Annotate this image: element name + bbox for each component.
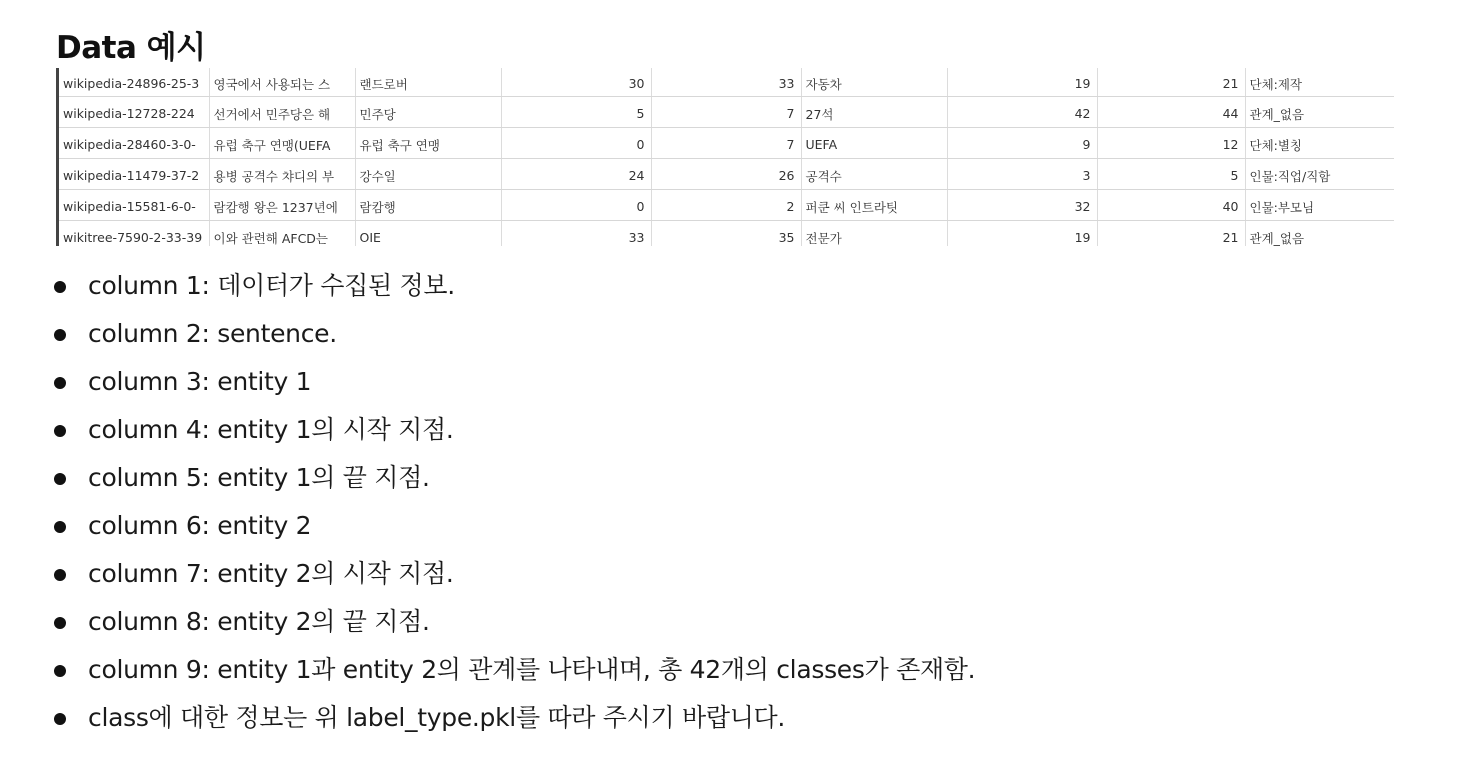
list-item-text: column 4: entity 1의 시작 지점. — [88, 415, 454, 444]
data-sample-table — [56, 68, 1394, 246]
table-cell: UEFA — [801, 127, 947, 158]
table-cell: 9 — [947, 127, 1097, 158]
table-cell: 3 — [947, 158, 1097, 189]
table-cell: 33 — [501, 220, 651, 246]
table-cell: 인물:부모님 — [1245, 189, 1394, 220]
table-cell: 이와 관련해 AFCD는 — [209, 220, 355, 246]
table-cell: 32 — [947, 189, 1097, 220]
table-cell: 5 — [1097, 158, 1245, 189]
table-cell: 공격수 — [801, 158, 947, 189]
table-cell: wikipedia-15581-6-0- — [59, 189, 209, 220]
list-item-text: class에 대한 정보는 위 label_type.pkl를 따라 주시기 바랍니다. — [88, 703, 786, 732]
bullet-icon — [54, 665, 66, 677]
table-cell: 33 — [651, 68, 801, 96]
list-item — [52, 406, 975, 454]
table-cell: 35 — [651, 220, 801, 246]
table-cell: 랜드로버 — [355, 68, 501, 96]
table-cell: 12 — [1097, 127, 1245, 158]
table-cell: 44 — [1097, 96, 1245, 127]
table-cell: 7 — [651, 96, 801, 127]
bullet-icon — [54, 425, 66, 437]
column-description-list — [52, 262, 975, 742]
table-cell: 5 — [501, 96, 651, 127]
table-cell: 전문가 — [801, 220, 947, 246]
table-cell: 선거에서 민주당은 해 — [209, 96, 355, 127]
list-item — [52, 694, 975, 742]
list-item-text: column 9: entity 1과 entity 2의 관계를 나타내며, 총 42개의 classes가 존재함. — [88, 655, 976, 684]
list-item-text: column 7: entity 2의 시작 지점. — [88, 559, 454, 588]
table-cell: 인물:직업/직함 — [1245, 158, 1394, 189]
bullet-icon — [54, 377, 66, 389]
table-cell: 19 — [947, 220, 1097, 246]
bullet-icon — [54, 617, 66, 629]
table-cell: 2 — [651, 189, 801, 220]
page-title: Data 예시 — [56, 30, 206, 66]
list-item-text: column 6: entity 2 — [88, 511, 312, 540]
table-cell: 람캄행 왕은 1237년에 — [209, 189, 355, 220]
table-row — [59, 96, 1394, 127]
table-cell: 관계_없음 — [1245, 96, 1394, 127]
bullet-icon — [54, 281, 66, 293]
table-row — [59, 189, 1394, 220]
table-cell: 24 — [501, 158, 651, 189]
table-cell: 26 — [651, 158, 801, 189]
list-item — [52, 502, 975, 550]
list-item-text: column 2: sentence. — [88, 319, 337, 348]
table-cell: 퍼쿤 씨 인트라팃 — [801, 189, 947, 220]
list-item-text: column 8: entity 2의 끝 지점. — [88, 607, 430, 636]
table-cell: 19 — [947, 68, 1097, 96]
table-cell: 단체:별칭 — [1245, 127, 1394, 158]
table-cell: wikipedia-11479-37-2 — [59, 158, 209, 189]
list-item — [52, 550, 975, 598]
table-cell: 영국에서 사용되는 스 — [209, 68, 355, 96]
table-cell: 40 — [1097, 189, 1245, 220]
table-cell: 람캄행 — [355, 189, 501, 220]
bullet-icon — [54, 569, 66, 581]
table-cell: 용병 공격수 챠디의 부 — [209, 158, 355, 189]
table-cell: 관계_없음 — [1245, 220, 1394, 246]
table-cell: 강수일 — [355, 158, 501, 189]
table-row — [59, 127, 1394, 158]
bullet-icon — [54, 473, 66, 485]
table-row — [59, 220, 1394, 246]
list-item — [52, 358, 975, 406]
table-cell: wikipedia-24896-25-3 — [59, 68, 209, 96]
table-cell: 27석 — [801, 96, 947, 127]
table-cell: 0 — [501, 189, 651, 220]
bullet-icon — [54, 329, 66, 341]
table-cell: wikitree-7590-2-33-39 — [59, 220, 209, 246]
table-row — [59, 158, 1394, 189]
list-item — [52, 454, 975, 502]
table-cell: 유럽 축구 연맹(UEFA — [209, 127, 355, 158]
table-cell: 0 — [501, 127, 651, 158]
list-item-text: column 1: 데이터가 수집된 정보. — [88, 271, 455, 300]
table-cell: 21 — [1097, 68, 1245, 96]
list-item-text: column 3: entity 1 — [88, 367, 312, 396]
bullet-icon — [54, 713, 66, 725]
list-item — [52, 310, 975, 358]
list-item-text: column 5: entity 1의 끝 지점. — [88, 463, 430, 492]
table-cell: 민주당 — [355, 96, 501, 127]
table-cell: 7 — [651, 127, 801, 158]
table-cell: wikipedia-28460-3-0- — [59, 127, 209, 158]
list-item — [52, 598, 975, 646]
table-cell: 42 — [947, 96, 1097, 127]
table-cell: 단체:제작 — [1245, 68, 1394, 96]
table-cell: 30 — [501, 68, 651, 96]
table-body — [59, 68, 1394, 246]
bullet-icon — [54, 521, 66, 533]
table-cell: 유럽 축구 연맹 — [355, 127, 501, 158]
table-cell: 21 — [1097, 220, 1245, 246]
list-item — [52, 646, 975, 694]
table-cell: OIE — [355, 220, 501, 246]
table-cell: wikipedia-12728-224 — [59, 96, 209, 127]
table-cell: 자동차 — [801, 68, 947, 96]
table-row — [59, 68, 1394, 96]
list-item — [52, 262, 975, 310]
